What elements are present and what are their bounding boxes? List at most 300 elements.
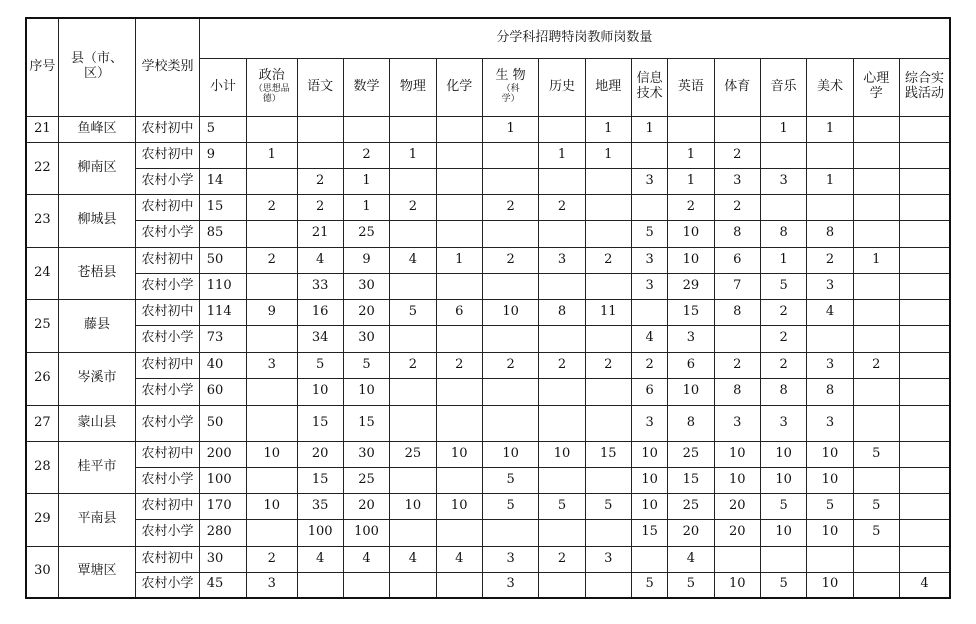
- row-county: 鱼峰区: [58, 116, 136, 142]
- row-school-type: 农村初中: [136, 142, 199, 168]
- header-pe: 体育: [714, 58, 760, 116]
- table-row: [26, 405, 950, 441]
- row-value-cell: 25: [343, 467, 389, 493]
- row-value-cell: [585, 220, 631, 247]
- row-value-cell: [436, 519, 482, 546]
- row-value-cell: [714, 116, 760, 142]
- row-value-cell: 2: [760, 325, 806, 352]
- row-value-cell: 4: [390, 247, 436, 273]
- row-value-cell: 2: [853, 352, 899, 378]
- row-value-cell: 3: [807, 273, 853, 299]
- header-subtotal: 小计: [199, 58, 246, 116]
- row-county: 桂平市: [58, 441, 136, 493]
- row-value-cell: 10: [760, 519, 806, 546]
- row-value-cell: [297, 572, 343, 598]
- row-value-cell: 100: [199, 467, 246, 493]
- table-row: [26, 247, 950, 273]
- row-value-cell: 8: [760, 220, 806, 247]
- table-row: [26, 493, 950, 519]
- row-value-cell: 2: [482, 352, 538, 378]
- row-value-cell: [853, 325, 899, 352]
- row-school-type: 农村小学: [136, 405, 199, 441]
- row-value-cell: 8: [807, 220, 853, 247]
- row-county: 藤县: [58, 299, 136, 352]
- row-value-cell: [436, 273, 482, 299]
- row-value-cell: [853, 299, 899, 325]
- row-value-cell: 30: [199, 546, 246, 572]
- row-county: 岑溪市: [58, 352, 136, 405]
- header-math: 数学: [343, 58, 389, 116]
- row-value-cell: 5: [853, 519, 899, 546]
- row-school-type: 农村初中: [136, 546, 199, 572]
- row-value-cell: [539, 572, 585, 598]
- row-value-cell: 8: [539, 299, 585, 325]
- table-row: [26, 220, 950, 247]
- row-value-cell: 20: [714, 519, 760, 546]
- row-value-cell: [436, 116, 482, 142]
- row-value-cell: 10: [343, 378, 389, 405]
- row-value-cell: 10: [807, 441, 853, 467]
- row-value-cell: 33: [297, 273, 343, 299]
- row-value-cell: [631, 299, 667, 325]
- row-value-cell: [807, 546, 853, 572]
- row-value-cell: 15: [631, 519, 667, 546]
- row-value-cell: 100: [343, 519, 389, 546]
- row-value-cell: 16: [297, 299, 343, 325]
- row-value-cell: [390, 325, 436, 352]
- row-value-cell: [539, 467, 585, 493]
- row-value-cell: [760, 546, 806, 572]
- row-value-cell: [585, 194, 631, 220]
- row-value-cell: 10: [297, 378, 343, 405]
- row-value-cell: [853, 378, 899, 405]
- row-value-cell: 2: [390, 194, 436, 220]
- row-value-cell: [390, 405, 436, 441]
- row-value-cell: [631, 546, 667, 572]
- row-value-cell: [585, 168, 631, 194]
- row-seq: 30: [26, 546, 58, 598]
- row-value-cell: 2: [668, 194, 714, 220]
- row-value-cell: [390, 116, 436, 142]
- row-school-type: 农村初中: [136, 194, 199, 220]
- row-value-cell: 15: [297, 467, 343, 493]
- row-value-cell: 5: [631, 220, 667, 247]
- row-value-cell: 50: [199, 247, 246, 273]
- row-value-cell: 40: [199, 352, 246, 378]
- row-value-cell: [297, 116, 343, 142]
- row-value-cell: 4: [343, 546, 389, 572]
- row-value-cell: 10: [482, 441, 538, 467]
- row-school-type: 农村初中: [136, 493, 199, 519]
- row-value-cell: 8: [760, 378, 806, 405]
- row-value-cell: 25: [668, 493, 714, 519]
- row-value-cell: 3: [760, 168, 806, 194]
- row-value-cell: [436, 405, 482, 441]
- row-value-cell: 3: [585, 546, 631, 572]
- row-value-cell: [899, 352, 950, 378]
- row-county: 平南县: [58, 493, 136, 546]
- row-value-cell: 10: [247, 493, 297, 519]
- row-value-cell: [714, 325, 760, 352]
- row-value-cell: 10: [668, 220, 714, 247]
- row-value-cell: 3: [539, 247, 585, 273]
- row-value-cell: [482, 168, 538, 194]
- row-value-cell: 5: [482, 467, 538, 493]
- row-value-cell: [482, 405, 538, 441]
- row-value-cell: 10: [714, 441, 760, 467]
- row-value-cell: 9: [343, 247, 389, 273]
- row-value-cell: 15: [297, 405, 343, 441]
- row-value-cell: 5: [760, 273, 806, 299]
- row-value-cell: [343, 116, 389, 142]
- row-value-cell: 2: [539, 194, 585, 220]
- row-value-cell: 2: [436, 352, 482, 378]
- row-value-cell: [247, 116, 297, 142]
- row-value-cell: 3: [807, 405, 853, 441]
- header-psychology: [853, 58, 899, 116]
- row-value-cell: [585, 405, 631, 441]
- row-value-cell: 2: [297, 168, 343, 194]
- row-school-type: 农村初中: [136, 441, 199, 467]
- row-value-cell: [807, 142, 853, 168]
- header-politics: [247, 58, 297, 116]
- row-value-cell: 2: [585, 247, 631, 273]
- row-value-cell: 20: [714, 493, 760, 519]
- row-value-cell: 1: [807, 116, 853, 142]
- row-value-cell: 2: [760, 352, 806, 378]
- row-value-cell: 35: [297, 493, 343, 519]
- row-value-cell: [482, 325, 538, 352]
- row-value-cell: 8: [714, 220, 760, 247]
- row-value-cell: [482, 378, 538, 405]
- header-it-line2: 技术: [636, 86, 663, 101]
- row-value-cell: [297, 142, 343, 168]
- row-value-cell: 1: [539, 142, 585, 168]
- header-county: [58, 18, 136, 116]
- header-chemistry: 化学: [436, 58, 482, 116]
- header-biology: [482, 58, 538, 116]
- row-value-cell: [853, 142, 899, 168]
- row-value-cell: 3: [247, 352, 297, 378]
- header-geography: 地理: [585, 58, 631, 116]
- row-value-cell: 1: [247, 142, 297, 168]
- row-value-cell: 5: [297, 352, 343, 378]
- row-value-cell: 10: [668, 247, 714, 273]
- table-row: [26, 273, 950, 299]
- row-value-cell: 8: [714, 378, 760, 405]
- row-value-cell: 5: [853, 493, 899, 519]
- row-value-cell: 4: [668, 546, 714, 572]
- row-value-cell: [899, 441, 950, 467]
- header-psychology-line1: 心理: [863, 71, 890, 87]
- row-value-cell: [899, 116, 950, 142]
- row-value-cell: [482, 273, 538, 299]
- row-value-cell: 15: [199, 194, 246, 220]
- row-value-cell: [899, 142, 950, 168]
- row-value-cell: 2: [631, 352, 667, 378]
- row-school-type: 农村初中: [136, 352, 199, 378]
- row-value-cell: 3: [807, 352, 853, 378]
- row-value-cell: 3: [247, 572, 297, 598]
- row-value-cell: 5: [853, 441, 899, 467]
- table-row: [26, 572, 950, 598]
- row-value-cell: 20: [343, 299, 389, 325]
- row-value-cell: [899, 378, 950, 405]
- row-value-cell: 30: [343, 325, 389, 352]
- row-value-cell: [899, 273, 950, 299]
- row-value-cell: [899, 546, 950, 572]
- row-value-cell: [539, 378, 585, 405]
- row-value-cell: 1: [760, 116, 806, 142]
- row-value-cell: 10: [436, 441, 482, 467]
- row-value-cell: 280: [199, 519, 246, 546]
- row-value-cell: [899, 299, 950, 325]
- row-seq: 25: [26, 299, 58, 352]
- row-value-cell: 1: [343, 168, 389, 194]
- row-county: 蒙山县: [58, 405, 136, 441]
- row-value-cell: [853, 572, 899, 598]
- row-value-cell: [853, 467, 899, 493]
- row-value-cell: 114: [199, 299, 246, 325]
- row-value-cell: 25: [390, 441, 436, 467]
- table-row: [26, 352, 950, 378]
- row-value-cell: [247, 325, 297, 352]
- row-value-cell: [585, 572, 631, 598]
- row-value-cell: 10: [760, 441, 806, 467]
- row-value-cell: 8: [807, 378, 853, 405]
- row-value-cell: 2: [714, 352, 760, 378]
- row-value-cell: 1: [482, 116, 538, 142]
- row-value-cell: 3: [482, 546, 538, 572]
- header-practice-line2: 践活动: [904, 86, 944, 101]
- row-value-cell: [899, 247, 950, 273]
- row-value-cell: [436, 168, 482, 194]
- row-value-cell: 10: [668, 378, 714, 405]
- row-seq: 28: [26, 441, 58, 493]
- row-value-cell: [482, 142, 538, 168]
- row-value-cell: [853, 273, 899, 299]
- row-value-cell: [631, 194, 667, 220]
- header-seq: 序号: [26, 18, 58, 116]
- row-value-cell: 10: [760, 467, 806, 493]
- row-value-cell: 4: [297, 546, 343, 572]
- row-value-cell: [436, 142, 482, 168]
- row-value-cell: [585, 378, 631, 405]
- row-value-cell: 1: [668, 142, 714, 168]
- row-value-cell: 25: [668, 441, 714, 467]
- header-biology-line3: 学）: [501, 94, 520, 105]
- row-value-cell: 5: [668, 572, 714, 598]
- row-value-cell: 5: [760, 493, 806, 519]
- header-politics-line2: （思想品: [253, 83, 290, 94]
- row-value-cell: 3: [714, 405, 760, 441]
- row-value-cell: 3: [631, 405, 667, 441]
- row-value-cell: [853, 194, 899, 220]
- row-value-cell: [899, 325, 950, 352]
- row-value-cell: [390, 220, 436, 247]
- row-value-cell: 4: [436, 546, 482, 572]
- header-art: 美术: [807, 58, 853, 116]
- row-value-cell: [853, 220, 899, 247]
- row-value-cell: 2: [247, 194, 297, 220]
- row-school-type: 农村初中: [136, 299, 199, 325]
- row-value-cell: 10: [436, 493, 482, 519]
- row-value-cell: 5: [631, 572, 667, 598]
- header-group-title: 分学科招聘特岗教师岗数量: [199, 18, 950, 58]
- row-value-cell: [807, 325, 853, 352]
- header-county-line1: 县（市、: [71, 51, 124, 67]
- header-politics-line1: 政治: [258, 67, 285, 83]
- row-value-cell: 170: [199, 493, 246, 519]
- row-value-cell: [390, 168, 436, 194]
- row-school-type: 农村初中: [136, 247, 199, 273]
- table-body: [26, 116, 950, 598]
- row-value-cell: [247, 519, 297, 546]
- row-school-type: 农村小学: [136, 220, 199, 247]
- row-value-cell: [436, 572, 482, 598]
- header-history: 历史: [539, 58, 585, 116]
- row-value-cell: 60: [199, 378, 246, 405]
- row-value-cell: 1: [390, 142, 436, 168]
- row-value-cell: 1: [343, 194, 389, 220]
- row-value-cell: 34: [297, 325, 343, 352]
- row-value-cell: [899, 168, 950, 194]
- row-value-cell: [436, 378, 482, 405]
- row-value-cell: 1: [436, 247, 482, 273]
- row-value-cell: 3: [714, 168, 760, 194]
- row-value-cell: 50: [199, 405, 246, 441]
- row-value-cell: 2: [297, 194, 343, 220]
- row-value-cell: 6: [668, 352, 714, 378]
- header-music: 音乐: [760, 58, 806, 116]
- row-value-cell: [539, 116, 585, 142]
- row-seq: 22: [26, 142, 58, 194]
- row-value-cell: 9: [247, 299, 297, 325]
- row-value-cell: [585, 467, 631, 493]
- row-value-cell: [247, 168, 297, 194]
- row-value-cell: 14: [199, 168, 246, 194]
- row-value-cell: 2: [585, 352, 631, 378]
- row-value-cell: [899, 467, 950, 493]
- row-value-cell: [714, 546, 760, 572]
- row-value-cell: [899, 220, 950, 247]
- row-value-cell: 5: [760, 572, 806, 598]
- row-value-cell: 8: [668, 405, 714, 441]
- row-value-cell: [899, 405, 950, 441]
- row-value-cell: [390, 467, 436, 493]
- row-value-cell: [390, 572, 436, 598]
- row-school-type: 农村小学: [136, 467, 199, 493]
- row-value-cell: 10: [539, 441, 585, 467]
- row-value-cell: 5: [390, 299, 436, 325]
- row-value-cell: [760, 194, 806, 220]
- header-it: [631, 58, 667, 116]
- row-value-cell: 21: [297, 220, 343, 247]
- row-value-cell: [585, 273, 631, 299]
- row-value-cell: [539, 405, 585, 441]
- row-value-cell: 3: [482, 572, 538, 598]
- row-value-cell: 1: [760, 247, 806, 273]
- row-value-cell: 5: [343, 352, 389, 378]
- row-value-cell: 2: [539, 546, 585, 572]
- row-seq: 21: [26, 116, 58, 142]
- row-value-cell: 29: [668, 273, 714, 299]
- row-value-cell: 5: [482, 493, 538, 519]
- row-county: 覃塘区: [58, 546, 136, 598]
- table-row: [26, 142, 950, 168]
- row-value-cell: 25: [343, 220, 389, 247]
- row-value-cell: 2: [539, 352, 585, 378]
- table-row: [26, 194, 950, 220]
- row-value-cell: 73: [199, 325, 246, 352]
- row-county: 柳城县: [58, 194, 136, 247]
- row-value-cell: 2: [714, 142, 760, 168]
- row-value-cell: 30: [343, 273, 389, 299]
- header-chinese: 语文: [297, 58, 343, 116]
- row-value-cell: 10: [631, 493, 667, 519]
- row-value-cell: 20: [297, 441, 343, 467]
- row-value-cell: 10: [247, 441, 297, 467]
- row-school-type: 农村初中: [136, 116, 199, 142]
- row-seq: 27: [26, 405, 58, 441]
- row-value-cell: 45: [199, 572, 246, 598]
- row-value-cell: [539, 325, 585, 352]
- header-school-type: 学校类别: [136, 18, 199, 116]
- row-value-cell: [390, 378, 436, 405]
- row-value-cell: 1: [853, 247, 899, 273]
- row-value-cell: 20: [343, 493, 389, 519]
- row-value-cell: 2: [714, 194, 760, 220]
- row-value-cell: 5: [539, 493, 585, 519]
- table-row: [26, 519, 950, 546]
- row-value-cell: 2: [390, 352, 436, 378]
- row-value-cell: 7: [714, 273, 760, 299]
- row-value-cell: 5: [585, 493, 631, 519]
- header-practice: [899, 58, 950, 116]
- row-seq: 26: [26, 352, 58, 405]
- row-value-cell: 30: [343, 441, 389, 467]
- row-value-cell: [853, 168, 899, 194]
- row-value-cell: [247, 467, 297, 493]
- row-value-cell: 4: [631, 325, 667, 352]
- header-county-line2: 区）: [84, 66, 111, 82]
- row-value-cell: [585, 325, 631, 352]
- row-value-cell: [807, 194, 853, 220]
- table-row: [26, 467, 950, 493]
- row-value-cell: [899, 194, 950, 220]
- row-value-cell: 15: [585, 441, 631, 467]
- row-value-cell: 1: [807, 168, 853, 194]
- row-value-cell: 6: [631, 378, 667, 405]
- row-value-cell: 3: [631, 247, 667, 273]
- row-value-cell: 1: [668, 168, 714, 194]
- row-value-cell: 10: [631, 441, 667, 467]
- row-value-cell: [539, 220, 585, 247]
- header-practice-line1: 综合实: [904, 71, 944, 87]
- table-row: [26, 441, 950, 467]
- row-value-cell: 10: [714, 572, 760, 598]
- row-value-cell: 10: [807, 572, 853, 598]
- header-english: 英语: [668, 58, 714, 116]
- row-school-type: 农村小学: [136, 519, 199, 546]
- row-value-cell: 4: [899, 572, 950, 598]
- row-value-cell: [853, 116, 899, 142]
- table-row: [26, 116, 950, 142]
- row-school-type: 农村小学: [136, 273, 199, 299]
- row-value-cell: 3: [668, 325, 714, 352]
- row-value-cell: [899, 519, 950, 546]
- row-value-cell: 2: [247, 546, 297, 572]
